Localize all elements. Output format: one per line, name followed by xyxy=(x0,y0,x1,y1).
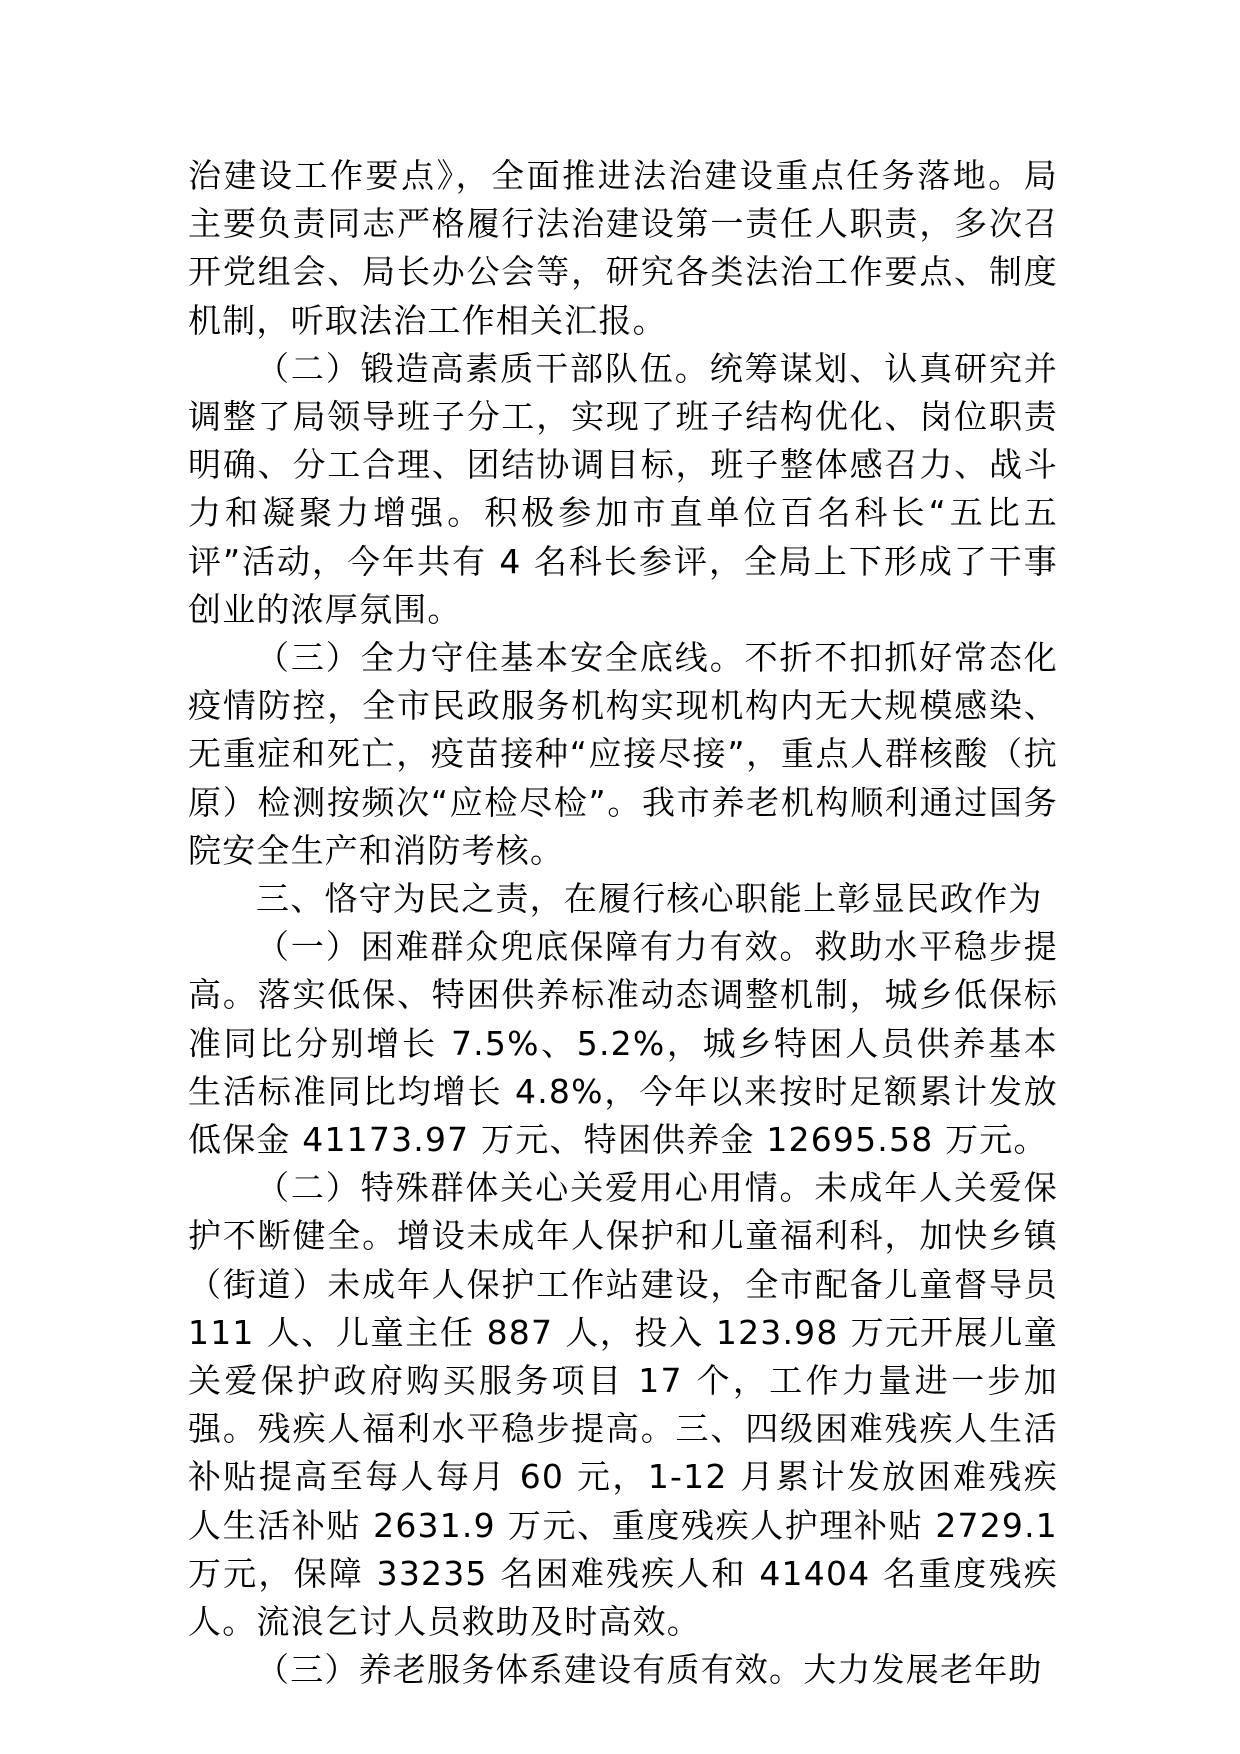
paragraph-rule-of-law-continuation: 治建设工作要点》，全面推进法治建设重点任务落地。局主要负责同志严格履行法治建设第一责任人职责，多次召开党组会、局长办公会等，研究各类法治工作要点、制度机制，听取法治工作相关汇报。 xyxy=(188,156,1058,340)
paragraph-elderly-care: （三）养老服务体系建设有质有效。大力发展老年助 xyxy=(256,1650,1043,1690)
document-body xyxy=(188,152,1058,1695)
section-heading-three: 三、恪守为民之责，在履行核心职能上彰显民政作为 xyxy=(256,879,1043,919)
paragraph-basic-security: （一）困难群众兜底保障有力有效。救助水平稳步提高。落实低保、特困供养标准动态调整机制，城乡低保标准同比分别增长 7.5%、5.2%，城乡特困人员供养基本生活标准同比均增长 4.8%，今年以来按时足额累计发放低保金 41173.97 万元、特困供养金 12695.58 万元。 xyxy=(188,927,1058,1160)
paragraph-special-groups: （二）特殊群体关心关爱用心用情。未成年人关爱保护不断健全。增设未成年人保护和儿童福利科，加快乡镇（街道）未成年人保护工作站建设，全市配备儿童督导员 111 人、儿童主任 887 人，投入 123.98 万元开展儿童关爱保护政府购买服务项目 17 个，工作力量进一步加强。残疾人福利水平稳步提高。三、四级困难残疾人生活补贴提高至每人每月 60 元，1-12 月累计发放困难残疾人生活补贴 2631.9 万元、重度残疾人护理补贴 2729.1 万元，保障 33235 名困难残疾人和 41404 名重度残疾人。流浪乞讨人员救助及时高效。 xyxy=(188,1168,1058,1642)
paragraph-safety-baseline: （三）全力守住基本安全底线。不折不扣抓好常态化疫情防控，全市民政服务机构实现机构内无大规模感染、无重症和死亡，疫苗接种“应接尽接”，重点人群核酸（抗原）检测按频次“应检尽检”。我市养老机构顺利通过国务院安全生产和消防考核。 xyxy=(188,638,1058,870)
paragraph-cadre-team: （二）锻造高素质干部队伍。统筹谋划、认真研究并调整了局领导班子分工，实现了班子结构优化、岗位职责明确、分工合理、团结协调目标，班子整体感召力、战斗力和凝聚力增强。积极参加市直单位百名科长“五比五评”活动，今年共有 4 名科长参评，全局上下形成了干事创业的浓厚氛围。 xyxy=(188,348,1058,629)
